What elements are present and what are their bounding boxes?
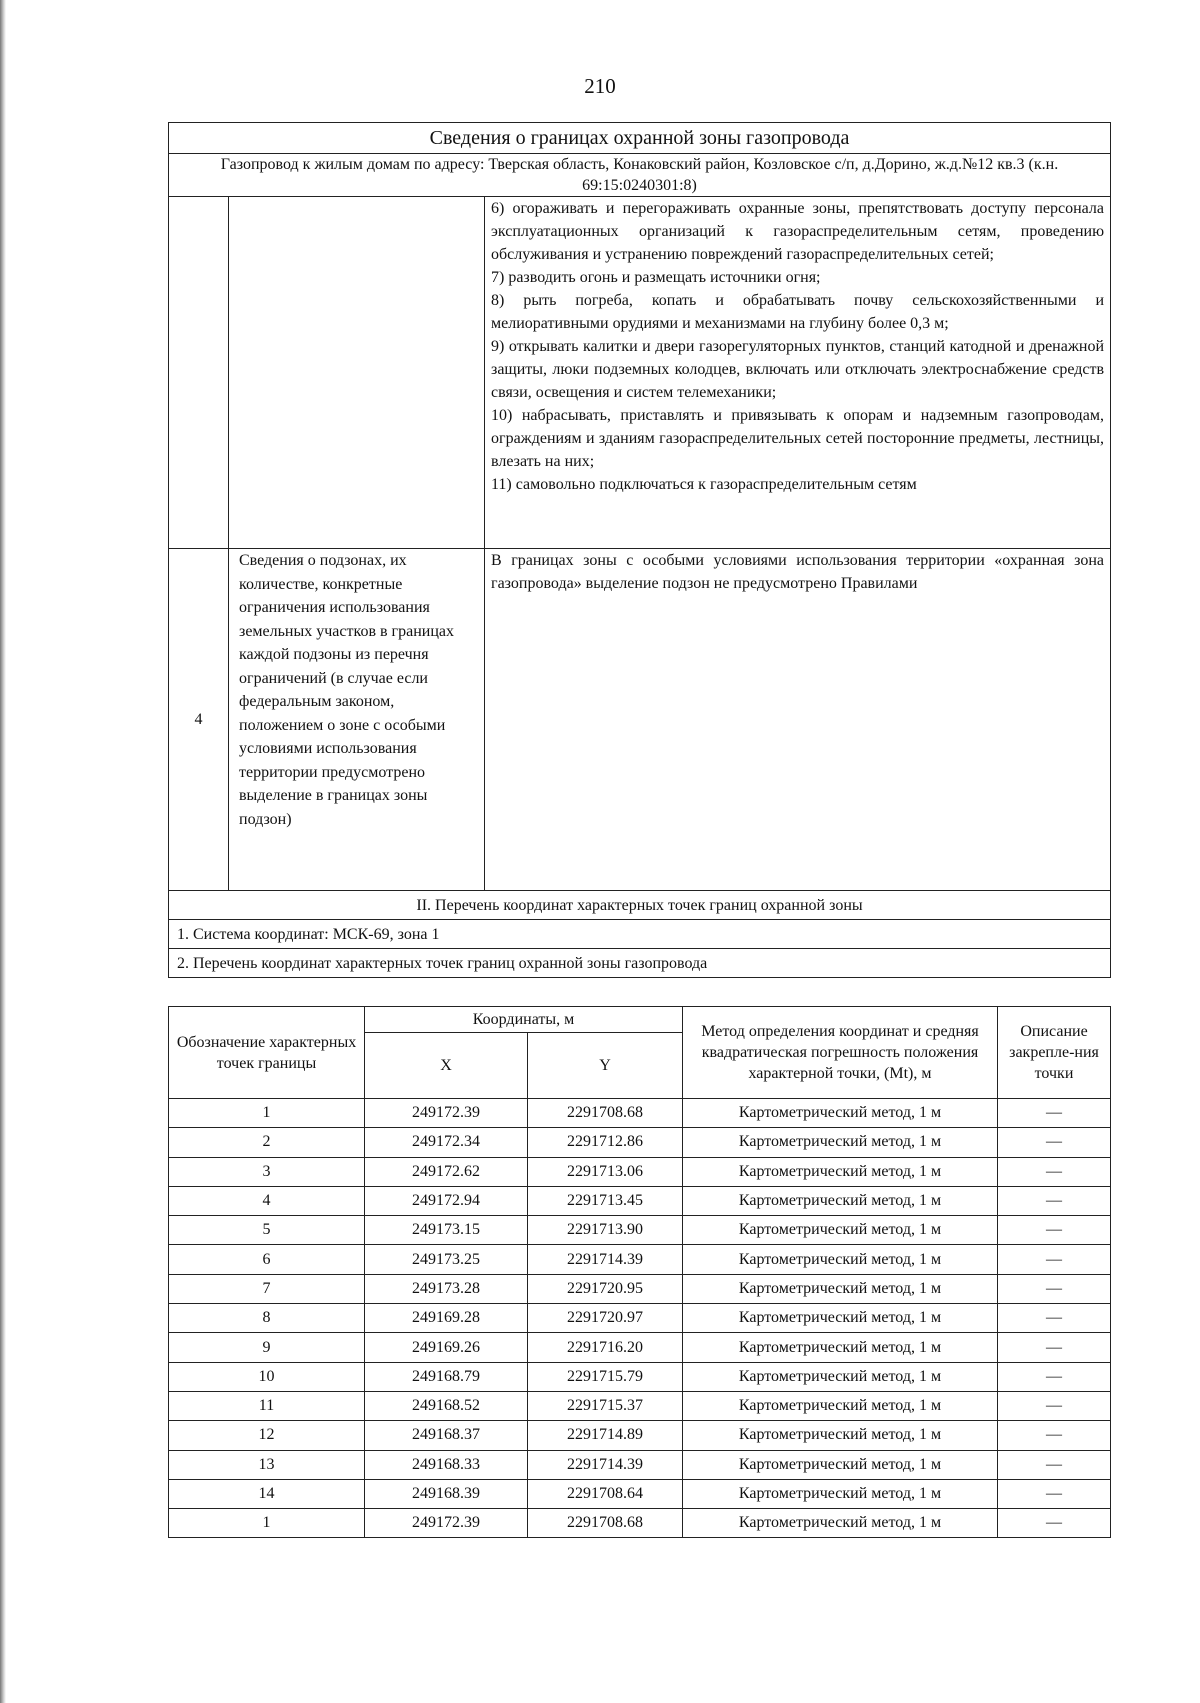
prohibition-item: 8) рыть погреба, копать и обрабатывать почву сельскохозяйственными и мелиоративными орудиями и механизмами на глубину более 0,3 м; <box>491 292 1105 332</box>
y-coordinate-cell: 2291708.64 <box>528 1479 683 1508</box>
y-coordinate-cell: 2291714.39 <box>528 1245 683 1274</box>
fixation-description-cell: — <box>998 1333 1111 1362</box>
x-coordinate-cell: 249172.62 <box>365 1157 528 1186</box>
y-coordinate-cell: 2291712.86 <box>528 1128 683 1157</box>
x-coordinate-cell: 249172.34 <box>365 1128 528 1157</box>
header-coordinates: Координаты, м <box>365 1007 683 1033</box>
prohibitions-list <box>485 197 1111 549</box>
point-designation-cell: 1 <box>169 1509 365 1538</box>
point-designation-cell: 11 <box>169 1391 365 1420</box>
x-coordinate-cell: 249168.79 <box>365 1362 528 1391</box>
prohibition-item: 11) самовольно подключаться к газораспределительным сетям <box>491 476 917 493</box>
method-cell: Картометрический метод, 1 м <box>683 1421 998 1450</box>
subzones-label: Сведения о подзонах, их количестве, конкретные ограничения использования земельных участков в границах каждой подзоны из перечня ограничений (в случае если федеральным законом, положением о зоне с особыми условиями использования территории предусмотрено выделение в границах зоны подзон) <box>229 549 485 891</box>
fixation-description-cell: — <box>998 1362 1111 1391</box>
point-designation-cell: 8 <box>169 1304 365 1333</box>
fixation-description-cell: — <box>998 1245 1111 1274</box>
method-cell: Картометрический метод, 1 м <box>683 1186 998 1215</box>
x-coordinate-cell: 249168.37 <box>365 1421 528 1450</box>
point-designation-cell: 14 <box>169 1479 365 1508</box>
x-coordinate-cell: 249169.26 <box>365 1333 528 1362</box>
fixation-description-cell: — <box>998 1421 1111 1450</box>
fixation-description-cell: — <box>998 1450 1111 1479</box>
table-row <box>169 1304 1111 1333</box>
point-designation-cell: 7 <box>169 1274 365 1303</box>
fixation-description-cell: — <box>998 1157 1111 1186</box>
y-coordinate-cell: 2291713.06 <box>528 1157 683 1186</box>
header-designation: Обозначение характерных точек границы <box>169 1007 365 1099</box>
fixation-description-cell: — <box>998 1128 1111 1157</box>
point-designation-cell: 6 <box>169 1245 365 1274</box>
method-cell: Картометрический метод, 1 м <box>683 1509 998 1538</box>
table-row <box>169 1274 1111 1303</box>
prohibition-item: 10) набрасывать, приставлять и привязывать к опорам и надземным газопроводам, ограждениям и зданиям газораспределительных сетей посторонние предметы, лестницы, влезать на них; <box>491 407 1105 470</box>
x-coordinate-cell: 249168.33 <box>365 1450 528 1479</box>
point-designation-cell: 2 <box>169 1128 365 1157</box>
table-row <box>169 1362 1111 1391</box>
table-row <box>169 1391 1111 1420</box>
table-row <box>169 1128 1111 1157</box>
table-row <box>169 1245 1111 1274</box>
method-cell: Картометрический метод, 1 м <box>683 1333 998 1362</box>
y-coordinate-cell: 2291715.37 <box>528 1391 683 1420</box>
x-coordinate-cell: 249168.52 <box>365 1391 528 1420</box>
x-coordinate-cell: 249173.25 <box>365 1245 528 1274</box>
method-cell: Картометрический метод, 1 м <box>683 1157 998 1186</box>
y-coordinate-cell: 2291714.39 <box>528 1450 683 1479</box>
x-coordinate-cell: 249172.39 <box>365 1099 528 1128</box>
protection-zone-table <box>168 122 1111 978</box>
fixation-description-cell: — <box>998 1274 1111 1303</box>
coordinates-list-title: 2. Перечень координат характерных точек границ охранной зоны газопровода <box>169 949 1111 978</box>
y-coordinate-cell: 2291716.20 <box>528 1333 683 1362</box>
method-cell: Картометрический метод, 1 м <box>683 1391 998 1420</box>
prohibition-item: 9) открывать калитки и двери газорегуляторных пунктов, станций катодной и дренажной защиты, люки подземных колодцев, включать или отключать электроснабжение средств связи, освещения и систем телемеханики; <box>491 338 1105 401</box>
y-coordinate-cell: 2291713.90 <box>528 1216 683 1245</box>
point-designation-cell: 3 <box>169 1157 365 1186</box>
method-cell: Картометрический метод, 1 м <box>683 1128 998 1157</box>
x-coordinate-cell: 249169.28 <box>365 1304 528 1333</box>
table-row <box>169 1421 1111 1450</box>
section-ii-heading: II. Перечень координат характерных точек границ охранной зоны <box>169 891 1111 920</box>
prohibition-item: 6) огораживать и перегораживать охранные зоны, препятствовать доступу персонала эксплуатационных организаций к газораспределительным сетям, проведению обслуживания и устранению повреждений газораспределительных сетей; <box>491 200 1105 263</box>
method-cell: Картометрический метод, 1 м <box>683 1099 998 1128</box>
point-designation-cell: 5 <box>169 1216 365 1245</box>
fixation-description-cell: — <box>998 1509 1111 1538</box>
y-coordinate-cell: 2291708.68 <box>528 1099 683 1128</box>
table-row <box>169 1099 1111 1128</box>
point-designation-cell: 1 <box>169 1099 365 1128</box>
y-coordinate-cell: 2291714.89 <box>528 1421 683 1450</box>
document-subtitle: Газопровод к жилым домам по адресу: Тверская область, Конаковский район, Козловское с/п, д.Дорино, ж.д.№12 кв.3 (к.н. 69:15:0240301:8) <box>169 154 1111 197</box>
y-coordinate-cell: 2291713.45 <box>528 1186 683 1215</box>
method-cell: Картометрический метод, 1 м <box>683 1216 998 1245</box>
table-row <box>169 1509 1111 1538</box>
prohibition-item: 7) разводить огонь и размещать источники огня; <box>491 269 821 286</box>
header-x: X <box>365 1033 528 1099</box>
x-coordinate-cell: 249172.94 <box>365 1186 528 1215</box>
table-row <box>169 1157 1111 1186</box>
method-cell: Картометрический метод, 1 м <box>683 1304 998 1333</box>
point-designation-cell: 13 <box>169 1450 365 1479</box>
header-method: Метод определения координат и средняя квадратическая погрешность положения характерной точки, (Mt), м <box>683 1007 998 1099</box>
x-coordinate-cell: 249172.39 <box>365 1509 528 1538</box>
point-designation-cell: 10 <box>169 1362 365 1391</box>
scan-edge-shadow <box>0 0 6 1703</box>
table-row <box>169 1333 1111 1362</box>
x-coordinate-cell: 249168.39 <box>365 1479 528 1508</box>
subzones-value: В границах зоны с особыми условиями использования территории «охранная зона газопровода» выделение подзон не предусмотрено Правилами <box>485 549 1111 891</box>
y-coordinate-cell: 2291708.68 <box>528 1509 683 1538</box>
method-cell: Картометрический метод, 1 м <box>683 1245 998 1274</box>
point-designation-cell: 12 <box>169 1421 365 1450</box>
document-title: Сведения о границах охранной зоны газопровода <box>169 123 1111 154</box>
method-cell: Картометрический метод, 1 м <box>683 1362 998 1391</box>
page-number: 210 <box>584 74 616 98</box>
table-row <box>169 1450 1111 1479</box>
fixation-description-cell: — <box>998 1479 1111 1508</box>
header-description: Описание закрепле-ния точки <box>998 1007 1111 1099</box>
table-row <box>169 1186 1111 1215</box>
coordinates-table <box>168 1006 1111 1538</box>
fixation-description-cell: — <box>998 1216 1111 1245</box>
method-cell: Картометрический метод, 1 м <box>683 1450 998 1479</box>
y-coordinate-cell: 2291715.79 <box>528 1362 683 1391</box>
x-coordinate-cell: 249173.28 <box>365 1274 528 1303</box>
coordinate-system: 1. Система координат: МСК-69, зона 1 <box>169 920 1111 949</box>
table-row <box>169 1216 1111 1245</box>
table-row <box>169 1479 1111 1508</box>
method-cell: Картометрический метод, 1 м <box>683 1479 998 1508</box>
y-coordinate-cell: 2291720.95 <box>528 1274 683 1303</box>
row-number: 4 <box>169 549 229 891</box>
y-coordinate-cell: 2291720.97 <box>528 1304 683 1333</box>
row-number-empty <box>169 197 229 549</box>
point-designation-cell: 9 <box>169 1333 365 1362</box>
row-label-empty <box>229 197 485 549</box>
x-coordinate-cell: 249173.15 <box>365 1216 528 1245</box>
fixation-description-cell: — <box>998 1186 1111 1215</box>
method-cell: Картометрический метод, 1 м <box>683 1274 998 1303</box>
coordinates-rows <box>169 1099 1111 1538</box>
fixation-description-cell: — <box>998 1391 1111 1420</box>
fixation-description-cell: — <box>998 1304 1111 1333</box>
header-y: Y <box>528 1033 683 1099</box>
point-designation-cell: 4 <box>169 1186 365 1215</box>
fixation-description-cell: — <box>998 1099 1111 1128</box>
